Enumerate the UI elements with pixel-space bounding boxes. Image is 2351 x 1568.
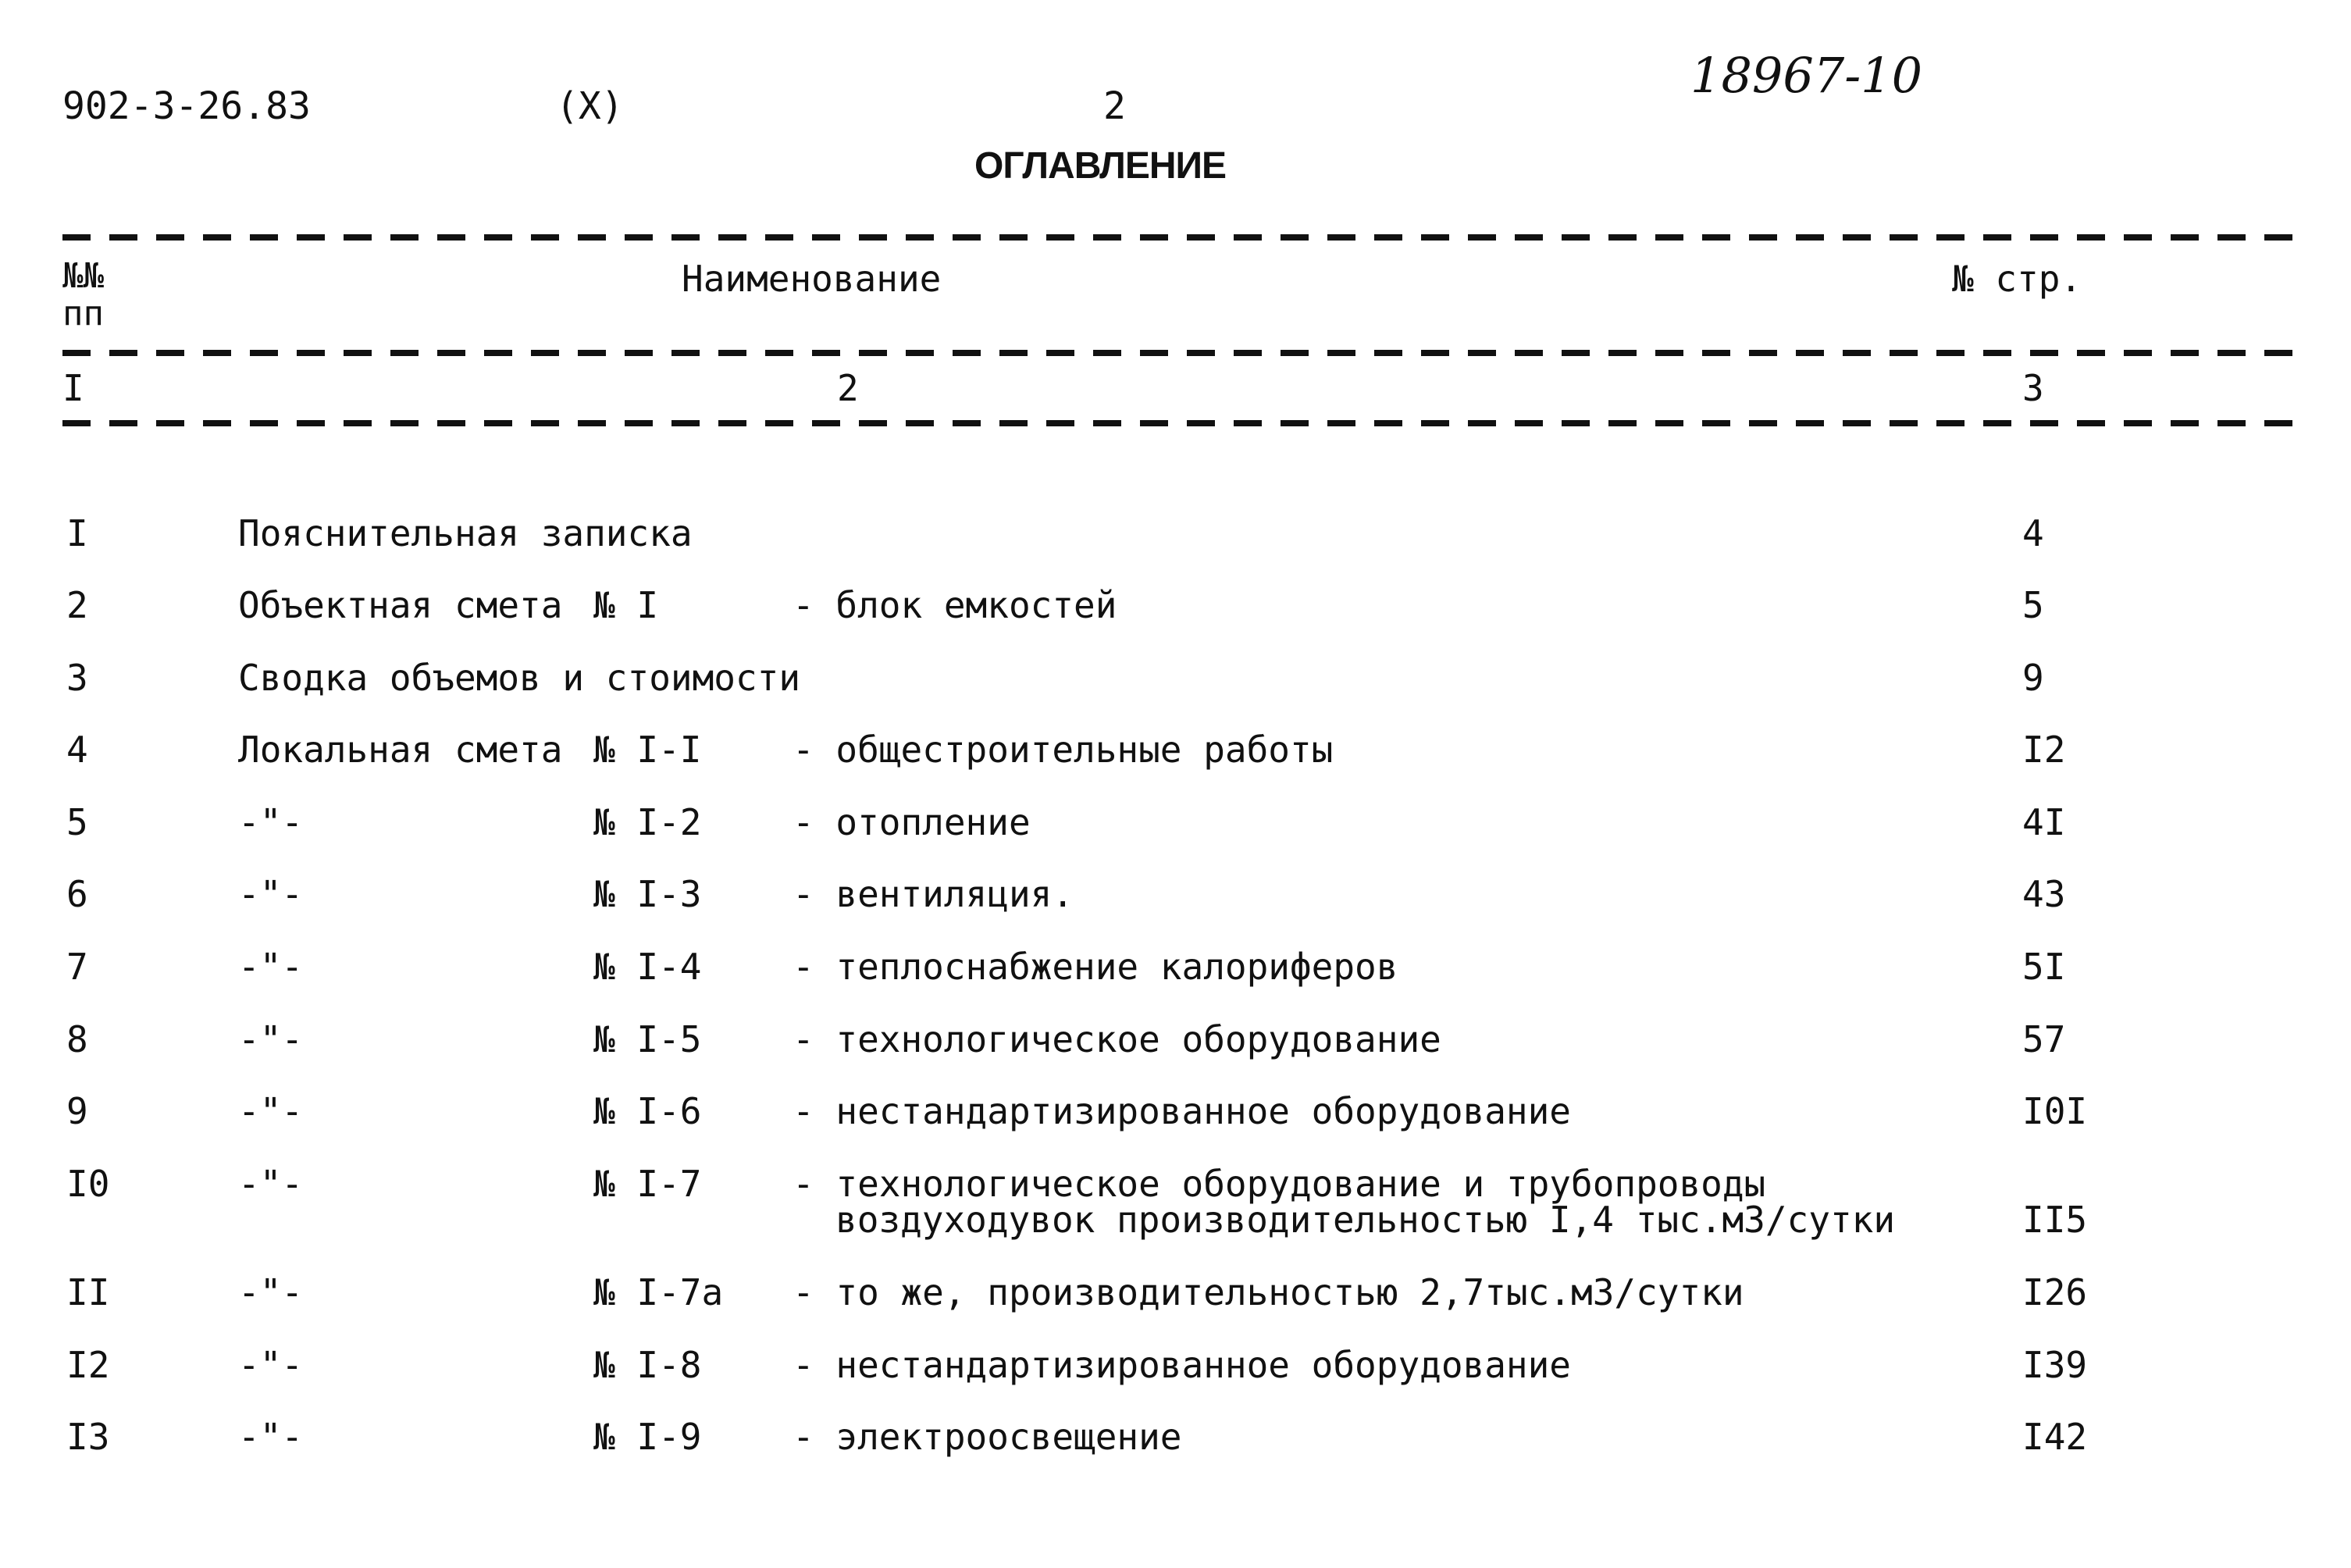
table-row: [0, 1273, 2351, 1345]
row-document-type: -"-: [238, 801, 304, 843]
row-document-type: -"-: [238, 1271, 304, 1313]
header-number: №№ пп: [62, 256, 104, 333]
row-document-type: Пояснительная записка: [238, 512, 693, 554]
row-number: 2: [66, 584, 88, 626]
column-number-1: I: [62, 367, 84, 409]
row-description-continuation: воздуходувок производительностью I,4 тыс.м3/сутки: [835, 1199, 1896, 1241]
table-row: [0, 803, 2351, 875]
row-document-type: -"-: [238, 1416, 304, 1458]
row-document-type: -"-: [238, 1344, 304, 1386]
divider-middle: [62, 350, 2296, 356]
row-number: 5: [66, 801, 88, 843]
row-number: 9: [66, 1090, 88, 1132]
table-row: [0, 658, 2351, 730]
page-number: 2: [1103, 84, 1126, 128]
row-code: № I-I: [593, 729, 702, 771]
row-page: I2: [2022, 729, 2066, 771]
row-code: № I-9: [593, 1416, 702, 1458]
row-number: I: [66, 512, 88, 554]
doc-mark: (X): [556, 84, 624, 128]
row-document-type: -"-: [238, 1018, 304, 1060]
row-page: I26: [2022, 1271, 2088, 1313]
row-number: 6: [66, 873, 88, 915]
row-page: 5: [2022, 584, 2044, 626]
row-page: I39: [2022, 1344, 2088, 1386]
divider-bottom: [62, 420, 2296, 426]
row-number: 4: [66, 729, 88, 771]
row-description: - электроосвещение: [793, 1416, 1182, 1458]
row-description: - отопление: [793, 801, 1031, 843]
row-number: II: [66, 1271, 110, 1313]
row-document-type: -"-: [238, 873, 304, 915]
row-document-type: Сводка объемов и стоимости: [238, 657, 801, 699]
column-number-2: 2: [837, 367, 859, 409]
row-page: 4I: [2022, 801, 2066, 843]
row-code: № I-2: [593, 801, 702, 843]
row-page: I42: [2022, 1416, 2088, 1458]
row-page: 9: [2022, 657, 2044, 699]
row-code: № I-4: [593, 946, 702, 988]
row-document-type: Локальная смета: [238, 729, 563, 771]
row-page: 4: [2022, 512, 2044, 554]
row-document-type: -"-: [238, 946, 304, 988]
row-number: I2: [66, 1344, 110, 1386]
doc-code: 902-3-26.83: [62, 84, 311, 128]
row-number: 7: [66, 946, 88, 988]
row-code: № I-3: [593, 873, 702, 915]
table-row: [0, 875, 2351, 946]
header-name: Наименование: [682, 258, 942, 300]
row-number: 3: [66, 657, 88, 699]
table-row: [0, 586, 2351, 657]
row-code: № I-7: [593, 1163, 702, 1205]
row-description: - нестандартизированное оборудование: [793, 1344, 1571, 1386]
row-document-type: Объектная смета: [238, 584, 563, 626]
handwritten-number: 18967-10: [1690, 47, 1923, 104]
row-description: - то же, производительностью 2,7тыс.м3/сутки: [793, 1271, 1744, 1313]
table-row: [0, 1345, 2351, 1417]
row-description: - блок емкостей: [793, 584, 1117, 626]
row-description: - технологическое оборудование: [793, 1018, 1441, 1060]
row-code: № I-6: [593, 1090, 702, 1132]
row-document-type: -"-: [238, 1163, 304, 1205]
row-number: I0: [66, 1163, 110, 1205]
table-row: [0, 947, 2351, 1019]
row-code: № I-5: [593, 1018, 702, 1060]
row-description: - общестроительные работы: [793, 729, 1334, 771]
row-description: - теплоснабжение калориферов: [793, 946, 1398, 988]
table-row: [0, 1092, 2351, 1164]
row-number: 8: [66, 1018, 88, 1060]
table-row: [0, 1020, 2351, 1092]
row-number: I3: [66, 1416, 110, 1458]
row-document-type: -"-: [238, 1090, 304, 1132]
row-code: № I-7а: [593, 1271, 724, 1313]
table-row: [0, 514, 2351, 586]
row-page: I0I: [2022, 1090, 2088, 1132]
row-page: 43: [2022, 873, 2066, 915]
row-page: 57: [2022, 1018, 2066, 1060]
divider-top: [62, 234, 2296, 241]
row-page: II5: [2022, 1199, 2088, 1241]
page-title: ОГЛАВЛЕНИЕ: [974, 145, 1227, 187]
table-row: [0, 1417, 2351, 1489]
table-row: [0, 1164, 2351, 1258]
table-row: [0, 730, 2351, 802]
row-code: № I: [593, 584, 659, 626]
header-page: № стр.: [1952, 258, 2082, 300]
row-code: № I-8: [593, 1344, 702, 1386]
row-description: - вентиляция.: [793, 873, 1074, 915]
row-description: - технологическое оборудование и трубопроводы: [793, 1163, 1766, 1205]
row-page: 5I: [2022, 946, 2066, 988]
row-description: - нестандартизированное оборудование: [793, 1090, 1571, 1132]
column-number-3: 3: [2022, 367, 2044, 409]
